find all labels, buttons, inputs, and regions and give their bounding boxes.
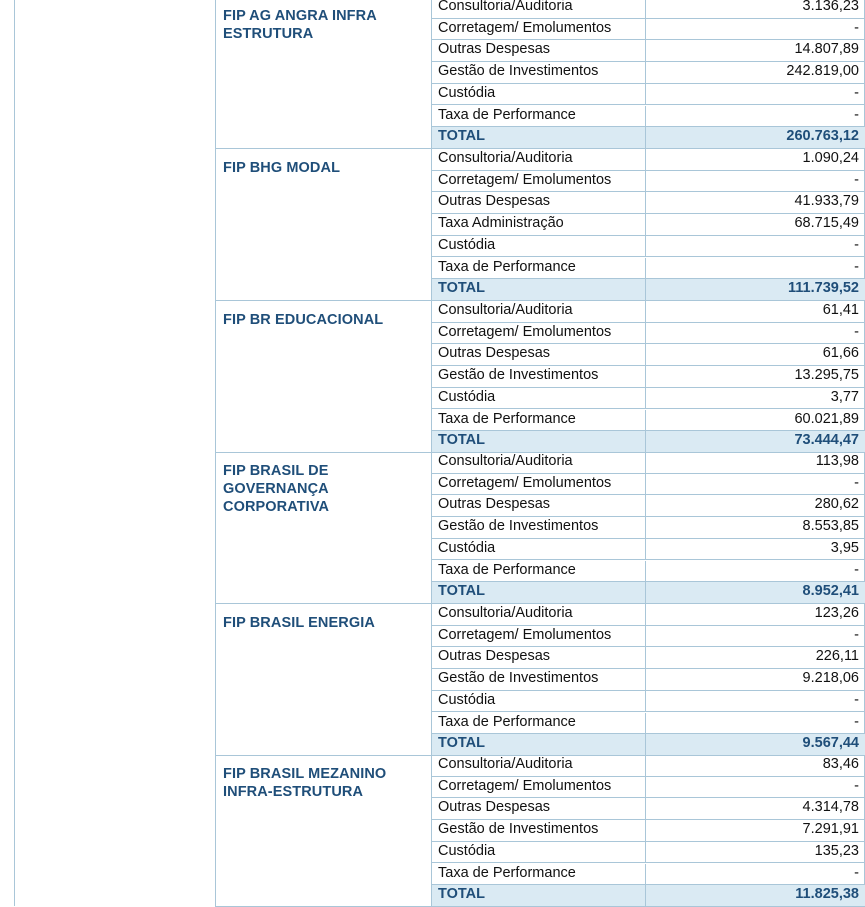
table-row — [432, 344, 865, 366]
total-label: TOTAL — [438, 886, 485, 903]
column-divider — [645, 691, 646, 712]
total-value: 260.763,12 — [786, 128, 859, 145]
column-divider — [645, 431, 646, 452]
column-divider — [645, 734, 646, 755]
expense-label: Outras Despesas — [438, 648, 551, 665]
total-value: 11.825,38 — [795, 886, 859, 903]
total-row — [432, 431, 865, 453]
column-divider — [645, 214, 646, 235]
expense-label: Taxa de Performance — [438, 713, 576, 730]
expense-label: Corretagem/ Emolumentos — [438, 19, 612, 36]
expense-value: 9.218,06 — [802, 670, 859, 687]
expense-label: Corretagem/ Emolumentos — [438, 474, 612, 491]
expense-value: 8.553,85 — [802, 518, 859, 535]
fund-name: FIP BHG MODAL — [223, 160, 341, 176]
total-label: TOTAL — [438, 128, 485, 145]
column-divider — [645, 452, 646, 473]
total-value: 73.444,47 — [794, 432, 859, 449]
column-divider — [645, 647, 646, 668]
expense-label: Custódia — [438, 388, 496, 405]
column-divider — [645, 106, 646, 127]
expense-label: Consultoria/Auditoria — [438, 302, 573, 318]
expense-value: 280,62 — [814, 496, 859, 513]
table-row — [432, 258, 865, 280]
column-divider — [645, 127, 646, 148]
table-row — [432, 388, 865, 410]
expense-value: - — [854, 864, 859, 881]
total-row — [432, 734, 865, 756]
table-row — [432, 62, 865, 84]
table-row — [432, 755, 865, 777]
column-divider — [645, 236, 646, 257]
expense-label: Consultoria/Auditoria — [438, 150, 573, 166]
total-label: TOTAL — [438, 432, 485, 449]
column-divider — [645, 864, 646, 885]
expense-label: Outras Despesas — [438, 41, 551, 58]
table-row — [432, 214, 865, 236]
expense-value: - — [854, 713, 859, 730]
expense-label: Custódia — [438, 236, 496, 253]
expense-label: Custódia — [438, 539, 496, 556]
expense-value: - — [854, 236, 859, 253]
column-divider — [645, 798, 646, 819]
total-row — [432, 127, 865, 149]
expense-value: - — [854, 777, 859, 794]
expense-value: - — [854, 474, 859, 491]
fund-block — [215, 452, 859, 604]
table-row — [432, 626, 865, 648]
expense-value: 113,98 — [815, 453, 859, 469]
table-row — [432, 669, 865, 691]
fund-name: FIP BR EDUCACIONAL — [223, 312, 384, 328]
column-divider — [645, 149, 646, 170]
total-row — [432, 279, 865, 301]
expense-label: Custódia — [438, 691, 496, 708]
expense-value: 1.090,24 — [802, 150, 859, 166]
total-row — [432, 582, 865, 604]
table-row — [432, 798, 865, 820]
expense-value: 3,77 — [830, 388, 859, 405]
column-divider — [645, 842, 646, 863]
fund-name-cell — [215, 452, 431, 604]
expense-value: 7.291,91 — [802, 821, 859, 838]
expense-label: Custódia — [438, 842, 496, 859]
table-row — [432, 864, 865, 886]
column-divider — [645, 279, 646, 300]
table-row — [432, 0, 865, 19]
table-row — [432, 713, 865, 735]
column-divider — [645, 301, 646, 322]
column-divider — [645, 344, 646, 365]
fund-name-cell — [215, 755, 431, 907]
expense-rows — [431, 301, 865, 453]
expense-value: - — [854, 258, 859, 275]
table-row — [432, 171, 865, 193]
table-row — [432, 842, 865, 864]
expense-rows — [431, 604, 865, 756]
fund-block — [215, 149, 859, 301]
expense-value: 135,23 — [814, 842, 859, 859]
table-row — [432, 366, 865, 388]
expense-value: - — [854, 106, 859, 123]
fund-name-cell — [215, 149, 431, 301]
table-row — [432, 561, 865, 583]
table-row — [432, 106, 865, 128]
column-divider — [645, 366, 646, 387]
expense-value: 226,11 — [815, 648, 859, 665]
expense-label: Gestão de Investimentos — [438, 821, 599, 838]
expense-label: Outras Despesas — [438, 193, 551, 210]
table-left-border — [14, 0, 15, 906]
table-row — [432, 323, 865, 345]
column-divider — [645, 669, 646, 690]
expense-label: Gestão de Investimentos — [438, 518, 599, 535]
expense-value: 83,46 — [822, 756, 859, 772]
table-row — [432, 192, 865, 214]
expense-label: Taxa de Performance — [438, 106, 576, 123]
expense-label: Taxa Administração — [438, 215, 564, 232]
table-row — [432, 539, 865, 561]
column-divider — [645, 258, 646, 279]
table-row — [432, 301, 865, 323]
table-row — [432, 236, 865, 258]
expense-value: - — [854, 171, 859, 188]
total-label: TOTAL — [438, 583, 485, 600]
expense-value: 61,41 — [822, 302, 859, 318]
expense-label: Taxa de Performance — [438, 561, 576, 578]
expense-value: 123,26 — [814, 605, 859, 621]
expense-value: - — [854, 561, 859, 578]
column-divider — [645, 323, 646, 344]
expense-label: Corretagem/ Emolumentos — [438, 171, 612, 188]
column-divider — [645, 0, 646, 18]
expense-label: Gestão de Investimentos — [438, 670, 599, 687]
table-row — [432, 40, 865, 62]
fund-block — [215, 755, 859, 907]
expense-value: 14.807,89 — [794, 41, 859, 58]
table-row — [432, 647, 865, 669]
expense-label: Gestão de Investimentos — [438, 367, 599, 384]
expense-label: Consultoria/Auditoria — [438, 756, 573, 772]
expense-label: Custódia — [438, 84, 496, 101]
fund-name: FIP AG ANGRA INFRA ESTRUTURA — [223, 8, 377, 42]
column-divider — [645, 604, 646, 625]
expense-label: Taxa de Performance — [438, 258, 576, 275]
expense-rows — [431, 755, 865, 907]
expense-label: Consultoria/Auditoria — [438, 605, 573, 621]
column-divider — [645, 517, 646, 538]
total-value: 9.567,44 — [802, 735, 859, 752]
total-row — [432, 885, 865, 907]
expense-value: - — [854, 626, 859, 643]
expense-rows — [431, 452, 865, 604]
total-value: 8.952,41 — [802, 583, 859, 600]
total-label: TOTAL — [438, 735, 485, 752]
table-row — [432, 604, 865, 626]
expense-label: Corretagem/ Emolumentos — [438, 323, 612, 340]
expense-value: - — [854, 323, 859, 340]
column-divider — [645, 626, 646, 647]
expense-value: 3.136,23 — [802, 0, 859, 14]
expense-label: Outras Despesas — [438, 496, 551, 513]
table-row — [432, 474, 865, 496]
fund-block — [215, 604, 859, 756]
total-value: 111.739,52 — [788, 280, 859, 297]
fund-name: FIP BRASIL DE GOVERNANÇA CORPORATIVA — [223, 463, 330, 515]
expense-label: Outras Despesas — [438, 799, 551, 816]
expense-value: - — [854, 19, 859, 36]
column-divider — [645, 539, 646, 560]
expense-label: Taxa de Performance — [438, 864, 576, 881]
column-divider — [645, 561, 646, 582]
column-divider — [645, 19, 646, 40]
table-row — [432, 149, 865, 171]
column-divider — [645, 820, 646, 841]
column-divider — [645, 755, 646, 776]
column-divider — [645, 40, 646, 61]
expense-value: 41.933,79 — [794, 193, 859, 210]
expense-label: Corretagem/ Emolumentos — [438, 626, 612, 643]
column-divider — [645, 388, 646, 409]
column-divider — [645, 777, 646, 798]
column-divider — [645, 171, 646, 192]
expense-value: - — [854, 691, 859, 708]
column-divider — [645, 713, 646, 734]
expense-label: Consultoria/Auditoria — [438, 0, 573, 14]
column-divider — [645, 495, 646, 516]
column-divider — [645, 410, 646, 431]
expense-value: 61,66 — [822, 345, 859, 362]
column-divider — [645, 84, 646, 105]
expense-rows — [431, 149, 865, 301]
table-row — [432, 777, 865, 799]
table-row — [432, 517, 865, 539]
fund-name: FIP BRASIL ENERGIA — [223, 615, 375, 631]
expense-label: Outras Despesas — [438, 345, 551, 362]
column-divider — [645, 474, 646, 495]
expense-value: 242.819,00 — [786, 63, 859, 80]
expense-value: 68.715,49 — [794, 215, 859, 232]
fund-name-cell — [215, 0, 431, 149]
expense-value: 4.314,78 — [802, 799, 859, 816]
table-row — [432, 452, 865, 474]
fund-name-cell — [215, 604, 431, 756]
expense-value: 60.021,89 — [794, 410, 859, 427]
expense-value: - — [854, 84, 859, 101]
expense-value: 13.295,75 — [794, 367, 859, 384]
column-divider — [645, 885, 646, 906]
table-row — [432, 19, 865, 41]
fund-name-cell — [215, 301, 431, 453]
total-label: TOTAL — [438, 280, 485, 297]
table-row — [432, 84, 865, 106]
table-row — [432, 410, 865, 432]
expense-label: Consultoria/Auditoria — [438, 453, 573, 469]
expense-label: Taxa de Performance — [438, 410, 576, 427]
column-divider — [645, 192, 646, 213]
table-row — [432, 820, 865, 842]
fund-name: FIP BRASIL MEZANINO INFRA-ESTRUTURA — [223, 766, 387, 800]
table-row — [432, 495, 865, 517]
expense-label: Gestão de Investimentos — [438, 63, 599, 80]
fund-block — [215, 0, 859, 149]
fund-block — [215, 301, 859, 453]
column-divider — [645, 62, 646, 83]
expense-value: 3,95 — [830, 539, 859, 556]
column-divider — [645, 582, 646, 603]
expense-label: Corretagem/ Emolumentos — [438, 777, 612, 794]
table-row — [432, 691, 865, 713]
expense-rows — [431, 0, 865, 149]
